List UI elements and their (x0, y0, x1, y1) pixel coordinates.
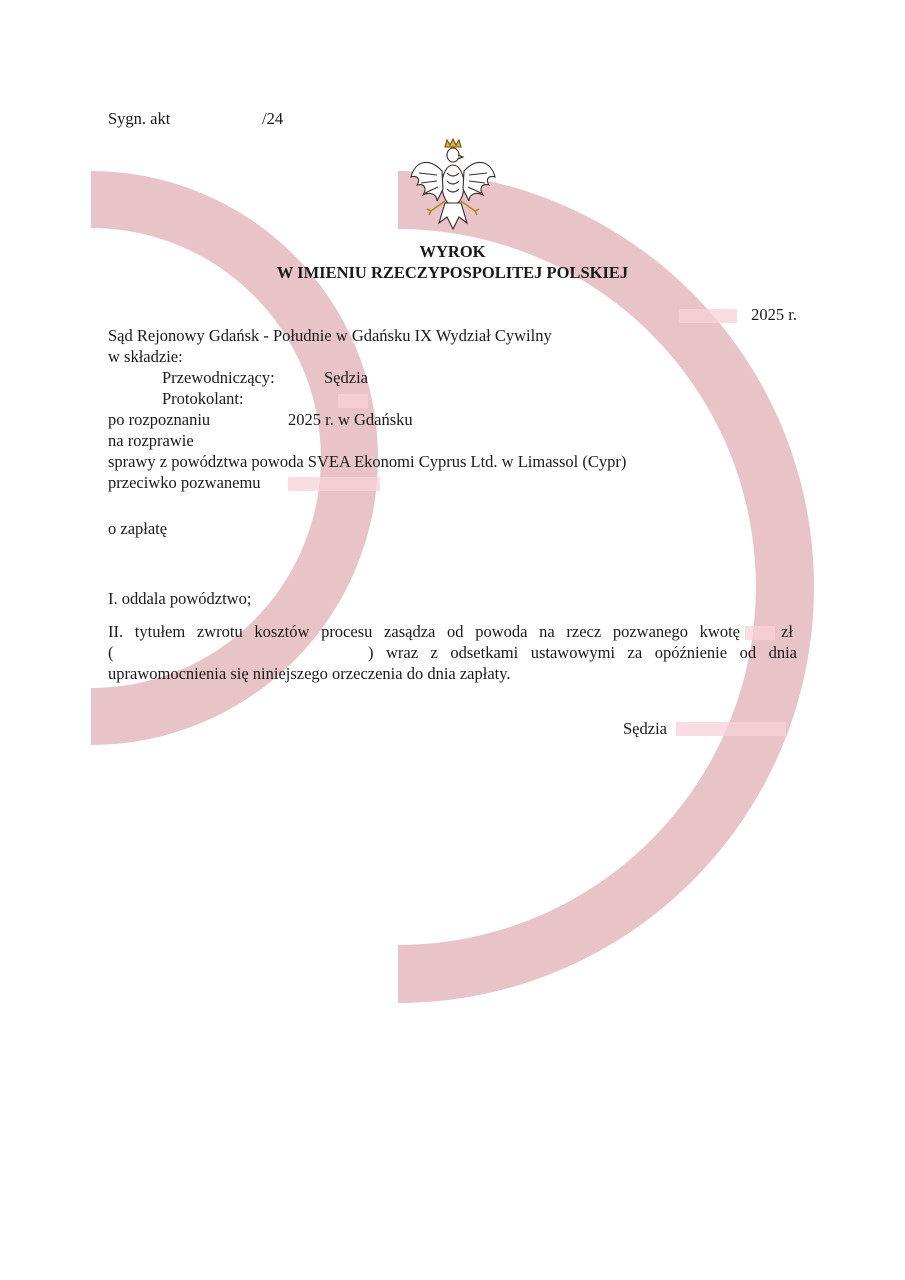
hearing-suffix: 2025 r. w Gdańsku (288, 410, 413, 429)
case-signature-label: Sygn. akt (108, 109, 171, 128)
judgment-title: WYROK (419, 242, 486, 261)
ruling-point-1: I. oddala powództwo; (108, 589, 252, 608)
judgment-date: 2025 r. (751, 305, 797, 324)
redaction-clerk (338, 394, 368, 408)
presiding-value: Sędzia (324, 368, 368, 387)
defendant-label: przeciwko pozwanemu (108, 473, 261, 492)
judgment-subtitle: W IMIENIU RZECZYPOSPOLITEJ POLSKIEJ (276, 263, 629, 282)
clerk-label: Protokolant: (162, 389, 244, 408)
case-signature (108, 109, 170, 129)
ruling-point-2-line-3: uprawomocnienia się niniejszego orzeczenia do dnia zapłaty. (108, 664, 511, 683)
court-name: Sąd Rejonowy Gdańsk - Południe w Gdańsku IX Wydział Cywilny (108, 326, 552, 345)
redaction-judge (676, 722, 786, 736)
redaction-amount (745, 626, 775, 640)
ruling-point-2-line-1: II. tytułem zwrotu kosztów procesu zasądza od powoda na rzecz pozwanego kwotę (108, 622, 740, 641)
polish-eagle-emblem-icon (407, 137, 499, 237)
redaction-date (679, 309, 737, 323)
presiding-label: Przewodniczący: (162, 368, 275, 387)
watermark-large-arc (398, 171, 814, 1003)
hearing-session: na rozprawie (108, 431, 194, 450)
case-subject: o zapłatę (108, 519, 168, 538)
ruling-point-2-line-2: ) wraz z odsetkami ustawowymi za opóźnienie od dnia (368, 643, 797, 662)
claim-line: sprawy z powództwa powoda SVEA Ekonomi Cyprus Ltd. w Limassol (Cypr) (108, 452, 627, 471)
redaction-defendant (288, 477, 380, 491)
ruling-point-2-open: ( (108, 643, 114, 662)
ruling-currency: zł (781, 622, 793, 641)
case-signature-suffix: /24 (262, 109, 284, 128)
judge-signature-label: Sędzia (623, 719, 667, 738)
composition-label: w składzie: (108, 347, 183, 366)
hearing-prefix: po rozpoznaniu (108, 410, 211, 429)
